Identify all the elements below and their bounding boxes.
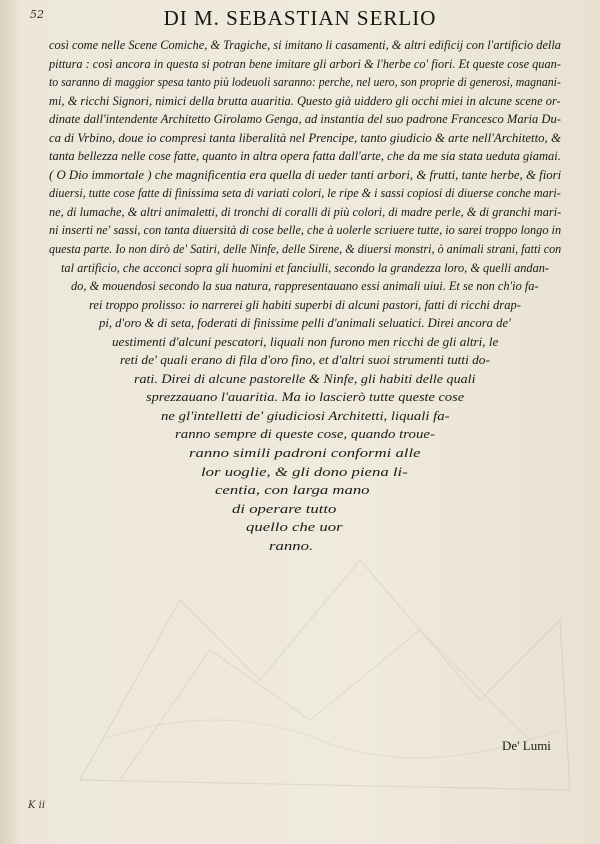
text-line-content: ranno simili padroni conformi alle bbox=[189, 446, 421, 461]
text-line bbox=[0, 221, 600, 240]
text-line-content: così come nelle Scene Comiche, & Tragiche, si imitano li casamenti, & altri edificij con l'artificio della bbox=[49, 38, 561, 52]
text-line bbox=[0, 388, 600, 407]
text-line-content: reti de' quali erano di fila d'oro fino, et d'altri suoi strumenti tutti do- bbox=[120, 353, 490, 368]
catchword: De' Lumi bbox=[502, 738, 551, 753]
text-line-content: pi, d'oro & di seta, foderati di finissime pelli d'animali seluatici. Direi ancora de' bbox=[99, 316, 511, 331]
text-line-content: do, & mouendosi secondo la sua natura, rappresentauano essi animali uiui. Et se non ch'io fa- bbox=[71, 279, 539, 294]
text-line-content: ca di Vrbino, doue io compresi tanta liberalità nel Prencipe, tanto giudicio & arte nell'Architetto, & bbox=[49, 130, 561, 145]
body-text bbox=[0, 36, 600, 555]
text-line-content: tanta bellezza nelle cose fatte, quanto in altra opera fatta dall'arte, che da me sia stata ueduta giamai. bbox=[49, 149, 561, 164]
text-line-content: uestimenti d'alcuni pescatori, liquali non furono men ricchi de gli altri, le bbox=[112, 334, 499, 349]
signature-mark: K ii bbox=[28, 800, 46, 811]
text-line bbox=[0, 259, 600, 278]
text-line bbox=[0, 203, 600, 222]
text-line bbox=[0, 518, 600, 537]
text-line-content: rei troppo prolisso: io narrerei gli habiti superbi di alcuni pastori, fatti di ricchi drap- bbox=[89, 297, 521, 312]
text-line bbox=[0, 333, 600, 352]
text-line-content: rati. Direi di alcune pastorelle & Ninfe, gli habiti delle quali bbox=[134, 371, 476, 386]
text-line-content: dinate dall'intendente Architetto Girolamo Genga, ad instantia del suo padrone Francesco Maria Du- bbox=[49, 112, 561, 127]
text-line bbox=[0, 314, 600, 333]
text-line bbox=[0, 407, 600, 426]
page-folio: 52 bbox=[30, 8, 44, 21]
text-line-content: lor uoglie, & gli dono piena li- bbox=[201, 464, 408, 479]
text-line-content: quello che uor bbox=[246, 520, 343, 535]
text-line bbox=[0, 184, 600, 203]
text-line-content: centia, con larga mano bbox=[215, 483, 370, 498]
text-line-content: to saranno di maggior spesa tanto più lodeuoli saranno: perche, nel uero, son proprie di generosi, magnani- bbox=[49, 75, 561, 90]
text-line-content: tal artificio, che acconci sopra gli huomini et fanciulli, secondo la grandezza loro, & quelli andan- bbox=[61, 260, 549, 275]
text-line bbox=[0, 351, 600, 370]
text-line bbox=[0, 277, 600, 296]
text-line bbox=[0, 296, 600, 315]
text-line-content: diuersi, tutte cose fatte di finissima seta di variati colori, le ripe & i sassi copiosi di diuerse conche mari- bbox=[49, 186, 561, 201]
text-line bbox=[0, 147, 600, 166]
text-line-content: di operare tutto bbox=[232, 501, 337, 516]
text-line bbox=[0, 240, 600, 259]
text-line-content: sprezzauano l'auaritia. Ma io lascierò tutte queste cose bbox=[146, 390, 465, 405]
text-line bbox=[0, 463, 600, 482]
text-line-content: ( O Dio immortale ) che magnificentia era quella di ueder tanti arbori, & frutti, tante herbe, & fiori bbox=[49, 167, 562, 182]
text-line-content: pittura : così ancora in questa si potran bene imitare gli arbori & l'herbe co' fiori. Et queste cose quan- bbox=[49, 56, 561, 71]
text-line bbox=[0, 129, 600, 148]
text-line-content: questa parte. Io non dirò de' Satiri, delle Ninfe, delle Sirene, & diuersi monstri, ò animali strani, fatti con bbox=[49, 242, 562, 257]
text-line bbox=[0, 92, 600, 111]
text-line bbox=[0, 500, 600, 519]
text-line-content: ne, di lumache, & altri animaletti, di tronchi di coralli di più colori, di madre perle, & di granchi mari- bbox=[49, 204, 562, 219]
text-line-content: ranno sempre di queste cose, quando troue- bbox=[175, 427, 435, 442]
text-line-content: ranno. bbox=[269, 538, 314, 553]
text-line bbox=[0, 55, 600, 74]
text-line bbox=[0, 73, 600, 92]
text-line bbox=[0, 444, 600, 463]
text-line-content: ne gl'intelletti de' giudiciosi Architetti, liquali fa- bbox=[161, 408, 450, 423]
text-line-content: mi, & ricchi Signori, nimici della brutta auaritia. Questo già uiddero gli occhi miei in alcune scene or- bbox=[49, 93, 561, 108]
text-line bbox=[0, 425, 600, 444]
running-head: DI M. SEBASTIAN SERLIO bbox=[163, 6, 437, 30]
text-line bbox=[0, 110, 600, 129]
text-line bbox=[0, 166, 600, 185]
text-line-content: ni inserti ne' sassi, con tanta diuersità di cose belle, che à uolerle scriuere tutte, io sarei troppo longo in bbox=[49, 223, 562, 238]
text-line bbox=[0, 370, 600, 389]
text-line bbox=[0, 36, 600, 55]
text-line bbox=[0, 537, 600, 556]
text-line bbox=[0, 481, 600, 500]
